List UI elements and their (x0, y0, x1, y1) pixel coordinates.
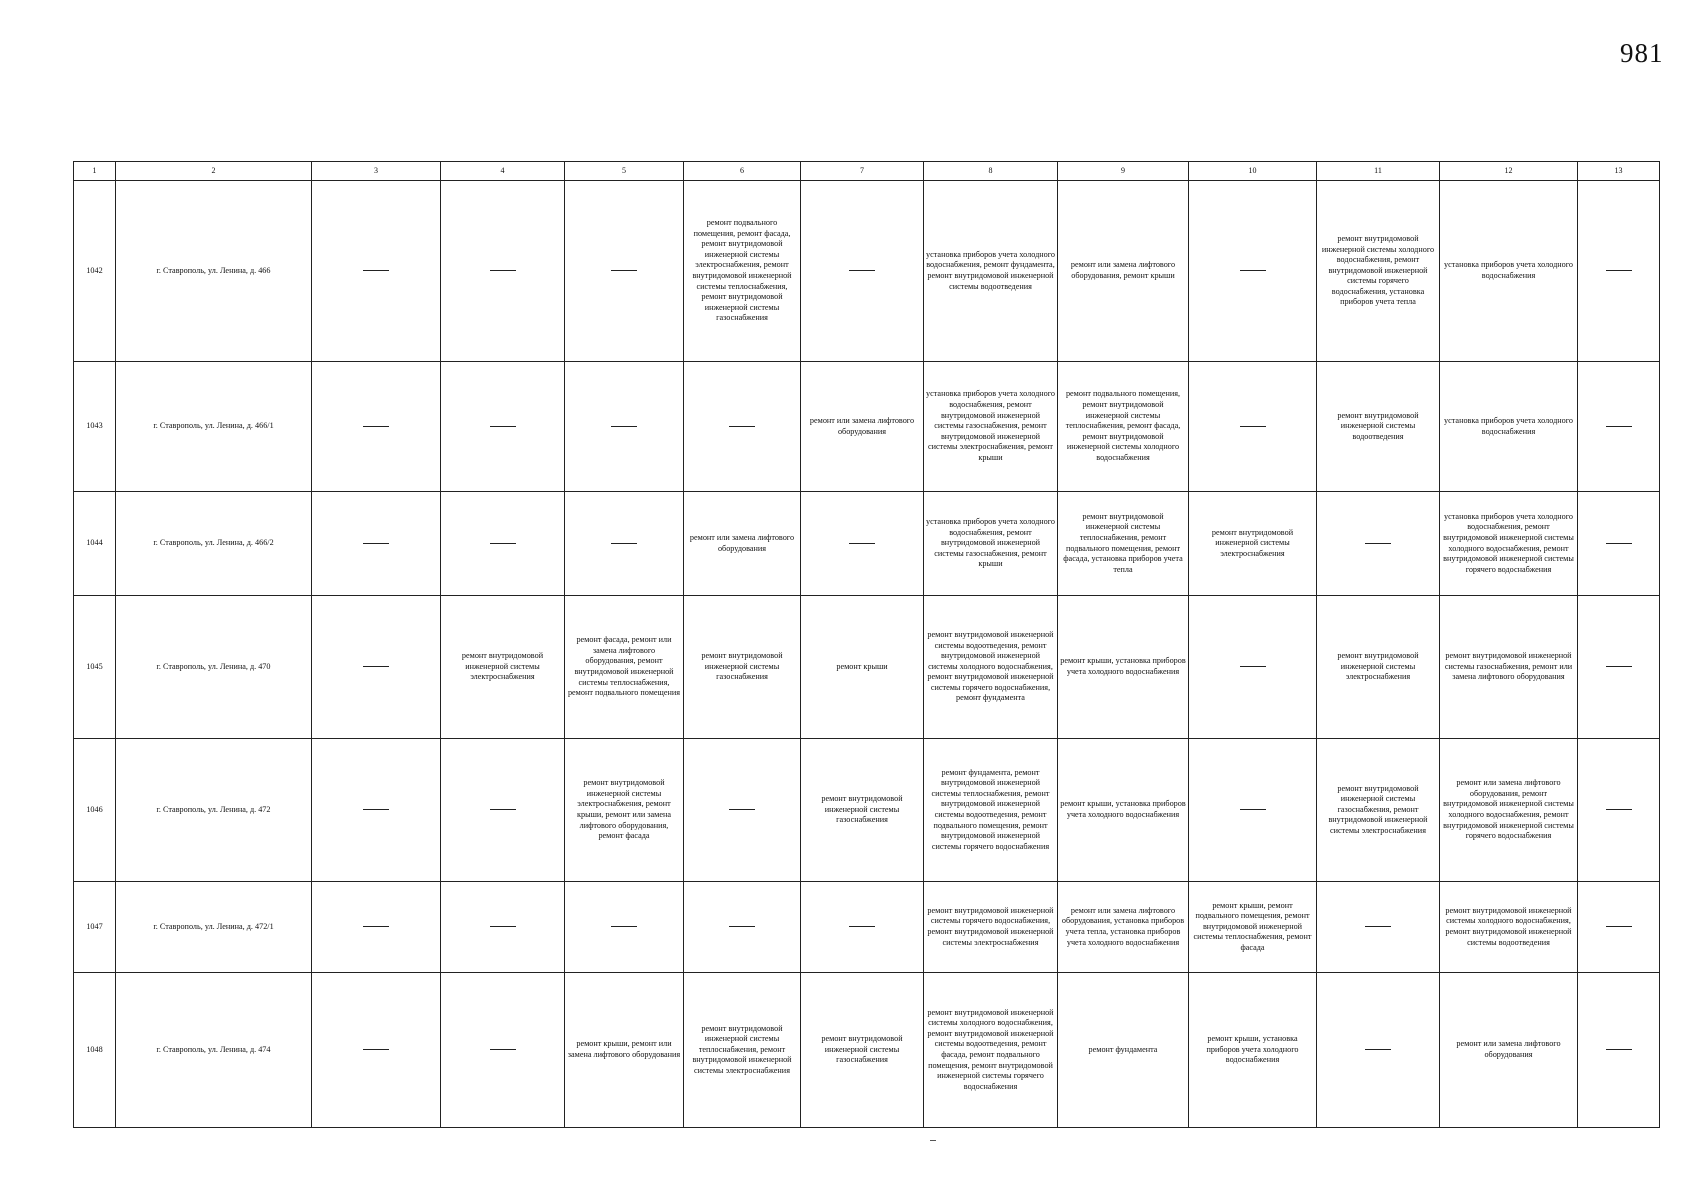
dash-mark (363, 809, 389, 810)
table-cell (312, 739, 441, 882)
dash-mark (611, 543, 637, 544)
table-cell (1317, 882, 1440, 973)
dash-mark (1606, 666, 1632, 667)
column-number: 4 (441, 162, 565, 181)
table-row (74, 882, 1660, 973)
dash-mark (1606, 809, 1632, 810)
table-cell: ремонт внутридомовой инженерной системы электроснабжения, ремонт крыши, ремонт или замена лифтового оборудования, ремонт фасада (565, 739, 684, 882)
table-cell (1189, 362, 1317, 492)
dash-mark (363, 926, 389, 927)
table-cell (1189, 739, 1317, 882)
dash-mark (363, 543, 389, 544)
table-cell (1578, 181, 1660, 362)
dash-mark (1365, 543, 1391, 544)
table-cell: ремонт внутридомовой инженерной системы холодного водоснабжения, ремонт внутридомовой инженерной системы водоотведения, ремонт фасада, ремонт подвального помещения, ремонт внутридомовой инженерной системы горячего водоснабжения (924, 973, 1058, 1128)
table-cell (312, 181, 441, 362)
table-cell: ремонт крыши, ремонт подвального помещения, ремонт внутридомовой инженерной системы теплоснабжения, ремонт фасада (1189, 882, 1317, 973)
table-row (74, 362, 1660, 492)
table-cell: ремонт или замена лифтового оборудования (684, 492, 801, 596)
dash-mark (849, 543, 875, 544)
table-cell: ремонт крыши (801, 596, 924, 739)
column-number: 3 (312, 162, 441, 181)
dash-mark (1606, 543, 1632, 544)
page-number: 981 (1620, 38, 1664, 68)
row-number: 1042 (74, 181, 116, 362)
table-cell (1578, 739, 1660, 882)
table-cell: ремонт крыши, установка приборов учета холодного водоснабжения (1058, 739, 1189, 882)
column-number: 13 (1578, 162, 1660, 181)
table-cell: ремонт внутридомовой инженерной системы электроснабжения (441, 596, 565, 739)
row-address: г. Ставрополь, ул. Ленина, д. 466/2 (116, 492, 312, 596)
table-cell: ремонт крыши, установка приборов учета холодного водоснабжения (1058, 596, 1189, 739)
row-address: г. Ставрополь, ул. Ленина, д. 466 (116, 181, 312, 362)
table-cell (1317, 973, 1440, 1128)
dash-mark (729, 809, 755, 810)
dash-mark (611, 426, 637, 427)
table-cell: ремонт внутридомовой инженерной системы водоотведения, ремонт внутридомовой инженерной системы холодного водоснабжения, ремонт внутридомовой инженерной системы горячего водоснабжения, ремонт фундамента (924, 596, 1058, 739)
table-cell: ремонт фасада, ремонт или замена лифтового оборудования, ремонт внутридомовой инженерной системы теплоснабжения, ремонт подвального помещения (565, 596, 684, 739)
table-cell (801, 492, 924, 596)
column-number: 6 (684, 162, 801, 181)
table-cell: ремонт или замена лифтового оборудования, ремонт крыши (1058, 181, 1189, 362)
dash-mark (729, 926, 755, 927)
table-cell (684, 362, 801, 492)
column-number: 5 (565, 162, 684, 181)
table-cell (1578, 492, 1660, 596)
row-number: 1048 (74, 973, 116, 1128)
dash-mark (611, 270, 637, 271)
table-cell (441, 882, 565, 973)
column-number: 9 (1058, 162, 1189, 181)
dash-mark (1365, 1049, 1391, 1050)
dash-mark (1606, 926, 1632, 927)
row-number: 1045 (74, 596, 116, 739)
table-cell: установка приборов учета холодного водоснабжения, ремонт фундамента, ремонт внутридомовой инженерной системы водоотведения (924, 181, 1058, 362)
table-cell: ремонт крыши, ремонт или замена лифтового оборудования (565, 973, 684, 1128)
table-cell (1578, 362, 1660, 492)
table-cell (801, 181, 924, 362)
table-cell (1578, 882, 1660, 973)
table-cell: ремонт или замена лифтового оборудования (1440, 973, 1578, 1128)
table-cell (312, 362, 441, 492)
row-address: г. Ставрополь, ул. Ленина, д. 474 (116, 973, 312, 1128)
dash-mark (1606, 270, 1632, 271)
table-cell (1189, 181, 1317, 362)
table-cell: ремонт или замена лифтового оборудования (801, 362, 924, 492)
table-cell: установка приборов учета холодного водоснабжения (1440, 181, 1578, 362)
table-cell (565, 492, 684, 596)
table-cell: установка приборов учета холодного водоснабжения (1440, 362, 1578, 492)
dash-mark (729, 426, 755, 427)
dash-mark (490, 270, 516, 271)
table-cell (1189, 596, 1317, 739)
table-cell (565, 882, 684, 973)
dash-mark (490, 543, 516, 544)
table-cell (441, 181, 565, 362)
table-cell (1578, 596, 1660, 739)
column-number: 10 (1189, 162, 1317, 181)
table-cell: ремонт внутридомовой инженерной системы газоснабжения, ремонт внутридомовой инженерной системы электроснабжения (1317, 739, 1440, 882)
table-cell: ремонт внутридомовой инженерной системы теплоснабжения, ремонт подвального помещения, ремонт фасада, установка приборов учета тепла (1058, 492, 1189, 596)
table-cell (312, 596, 441, 739)
table-cell: ремонт фундамента, ремонт внутридомовой инженерной системы теплоснабжения, ремонт внутридомовой инженерной системы водоотведения, ремонт подвального помещения, ремонт внутридомовой инженерной системы горячего водоснабжения (924, 739, 1058, 882)
row-address: г. Ставрополь, ул. Ленина, д. 470 (116, 596, 312, 739)
dash-mark (1240, 666, 1266, 667)
table-cell (441, 362, 565, 492)
table-cell (684, 882, 801, 973)
dash-mark (1240, 426, 1266, 427)
table-cell: ремонт подвального помещения, ремонт внутридомовой инженерной системы теплоснабжения, ремонт фасада, ремонт внутридомовой инженерной системы холодного водоснабжения (1058, 362, 1189, 492)
table-cell: ремонт внутридомовой инженерной системы холодного водоснабжения, ремонт внутридомовой инженерной системы водоотведения (1440, 882, 1578, 973)
dash-mark (1606, 1049, 1632, 1050)
table-cell: ремонт фундамента (1058, 973, 1189, 1128)
dash-mark (490, 926, 516, 927)
row-address: г. Ставрополь, ул. Ленина, д. 472/1 (116, 882, 312, 973)
dash-mark (363, 426, 389, 427)
table-cell (1578, 973, 1660, 1128)
row-address: г. Ставрополь, ул. Ленина, д. 466/1 (116, 362, 312, 492)
scan-mark (930, 1140, 936, 1141)
table-cell: ремонт внутридомовой инженерной системы электроснабжения (1317, 596, 1440, 739)
table-cell: ремонт или замена лифтового оборудования, установка приборов учета тепла, установка приборов учета холодного водоснабжения (1058, 882, 1189, 973)
column-number: 7 (801, 162, 924, 181)
dash-mark (1606, 426, 1632, 427)
column-number: 8 (924, 162, 1058, 181)
table-cell: ремонт внутридомовой инженерной системы электроснабжения (1189, 492, 1317, 596)
table-cell: ремонт крыши, установка приборов учета холодного водоснабжения (1189, 973, 1317, 1128)
table-cell: установка приборов учета холодного водоснабжения, ремонт внутридомовой инженерной системы газоснабжения, ремонт крыши (924, 492, 1058, 596)
table-cell (441, 492, 565, 596)
table-cell: ремонт внутридомовой инженерной системы водоотведения (1317, 362, 1440, 492)
table-cell: ремонт внутридомовой инженерной системы газоснабжения (801, 739, 924, 882)
table-cell (441, 739, 565, 882)
table-cell (801, 882, 924, 973)
column-number: 11 (1317, 162, 1440, 181)
table-cell (1317, 492, 1440, 596)
table-cell: ремонт внутридомовой инженерной системы горячего водоснабжения, ремонт внутридомовой инженерной системы электроснабжения (924, 882, 1058, 973)
table-cell (312, 492, 441, 596)
table-cell: ремонт или замена лифтового оборудования, ремонт внутридомовой инженерной системы холодного водоснабжения, ремонт внутридомовой инженерной системы горячего водоснабжения (1440, 739, 1578, 882)
table-cell (312, 882, 441, 973)
table-row (74, 596, 1660, 739)
row-number: 1043 (74, 362, 116, 492)
dash-mark (363, 270, 389, 271)
table-cell (312, 973, 441, 1128)
table-cell: установка приборов учета холодного водоснабжения, ремонт внутридомовой инженерной системы холодного водоснабжения, ремонт внутридомовой инженерной системы горячего водоснабжения (1440, 492, 1578, 596)
table-cell (565, 181, 684, 362)
dash-mark (490, 1049, 516, 1050)
row-number: 1044 (74, 492, 116, 596)
column-number: 1 (74, 162, 116, 181)
row-number: 1046 (74, 739, 116, 882)
table-cell: ремонт подвального помещения, ремонт фасада, ремонт внутридомовой инженерной системы электроснабжения, ремонт внутридомовой инженерной системы теплоснабжения, ремонт внутридомовой инженерной системы газоснабжения (684, 181, 801, 362)
row-address: г. Ставрополь, ул. Ленина, д. 472 (116, 739, 312, 882)
row-number: 1047 (74, 882, 116, 973)
dash-mark (1240, 270, 1266, 271)
table-cell (441, 973, 565, 1128)
dash-mark (490, 426, 516, 427)
table-cell: установка приборов учета холодного водоснабжения, ремонт внутридомовой инженерной системы газоснабжения, ремонт внутридомовой инженерной системы электроснабжения, ремонт крыши (924, 362, 1058, 492)
table-cell: ремонт внутридомовой инженерной системы холодного водоснабжения, ремонт внутридомовой инженерной системы горячего водоснабжения, установка приборов учета тепла (1317, 181, 1440, 362)
table-row (74, 739, 1660, 882)
column-number-row (74, 162, 1660, 181)
dash-mark (363, 1049, 389, 1050)
table-row (74, 181, 1660, 362)
table-cell: ремонт внутридомовой инженерной системы газоснабжения (801, 973, 924, 1128)
dash-mark (611, 926, 637, 927)
dash-mark (490, 809, 516, 810)
table-cell (684, 739, 801, 882)
column-number: 12 (1440, 162, 1578, 181)
column-number: 2 (116, 162, 312, 181)
dash-mark (849, 926, 875, 927)
dash-mark (363, 666, 389, 667)
works-table (73, 161, 1660, 1128)
dash-mark (1240, 809, 1266, 810)
table-cell: ремонт внутридомовой инженерной системы газоснабжения, ремонт или замена лифтового оборудования (1440, 596, 1578, 739)
table-row (74, 492, 1660, 596)
table-cell (565, 362, 684, 492)
table-cell: ремонт внутридомовой инженерной системы теплоснабжения, ремонт внутридомовой инженерной системы электроснабжения (684, 973, 801, 1128)
dash-mark (1365, 926, 1391, 927)
dash-mark (849, 270, 875, 271)
table-row (74, 973, 1660, 1128)
table-cell: ремонт внутридомовой инженерной системы газоснабжения (684, 596, 801, 739)
